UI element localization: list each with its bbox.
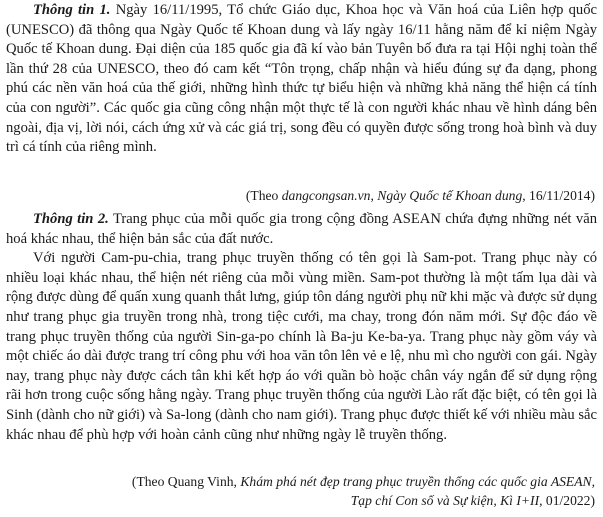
- info-1-section: [6, 1, 597, 158]
- info-2-source-line-2: [6, 491, 595, 510]
- info-1-source: [6, 186, 595, 205]
- info-2-source-title: Khám phá nét đẹp trang phục truyền thống các quốc gia ASEAN,: [240, 474, 595, 489]
- info-1-source-prefix: (Theo: [245, 188, 282, 203]
- info-2-source-author: (Theo Quang Vinh,: [131, 474, 241, 489]
- info-2-intro-paragraph: [6, 210, 597, 249]
- info-1-title: Thông tin 1.: [33, 2, 111, 18]
- info-2-body-paragraph: Với người Cam-pu-chia, trang phục truyền thống có tên gọi là Sam-pot. Trang phục này có nhiều loại khác nhau, thể hiện nét riêng của mỗi vùng miền. Sam-pot thường là một tấm lụa dài và rộng được dùng để quấn xung quanh thắt lưng, giúp tôn dáng người phụ nữ khi mặc và được sử dụng như trang phục gia truyền trong nhà, trong tiệc cưới, ma chay, trong đón năm mới. Sự độc đáo về trang phục truyền thống của người Sin-ga-po chính là Ba-ju Ke-ba-ya. Trang phục này gồm váy và một chiếc áo dài được trang trí công phu với hoa văn tôn lên vẻ e lệ, nhu mì cho người con gái. Ngày nay, trang phục này được cách tân khi kết hợp áo với quần bò hoặc chân váy ngắn để sử dụng rộng rãi hơn trong cuộc sống hằng ngày. Trang phục truyền thống của người Lào rất đặc biệt, có tên gọi là Sinh (dành cho nữ giới) và Sa-long (dành cho nam giới). Trang phục được thiết kế với nhiều màu sắc khác nhau để phù hợp với hoàn cảnh cũng như những ngày lễ truyền thống.: [6, 250, 597, 443]
- info-2-source-journal: Tạp chí Con số và Sự kiện, Kì I+II: [350, 493, 540, 508]
- info-2-section: [6, 210, 597, 445]
- info-1-paragraph: [6, 1, 597, 158]
- info-2-source-line-1: [6, 472, 595, 491]
- info-1-source-date: , 16/11/2014): [522, 188, 595, 203]
- info-2-source: [6, 472, 595, 510]
- info-1-body: Ngày 16/11/1995, Tổ chức Giáo dục, Khoa học và Văn hoá của Liên hợp quốc (UNESCO) đã thông qua Ngày Quốc tế Khoan dung và lấy ngày 16/11 hằng năm để kỉ niệm Ngày Quốc tế Khoan dung. Đại diện của 185 quốc gia đã kí vào bản Tuyên bố đưa ra tại Hội nghị toàn thể lần thứ 28 của UNESCO, theo đó cam kết “Tôn trọng, chấp nhận và hiểu đúng sự đa dạng, phong phú các nền văn hoá của thế giới, những hình thức tự biểu hiện và những khả năng thể hiện cá tính của con người”. Các quốc gia cũng công nhận một thực tế là con người khác nhau về hình dáng bên ngoài, địa vị, lời nói, cách ứng xử và các giá trị, song đều có quyền được sống trong hoà bình và duy trì cá tính của riêng mình.: [6, 2, 597, 156]
- info-2-source-date: , 01/2022): [539, 493, 595, 508]
- info-1-source-title: dangcongsan.vn, Ngày Quốc tế Khoan dung: [281, 188, 523, 203]
- info-2-intro: Trang phục của mỗi quốc gia trong cộng đồng ASEAN chứa đựng những nét văn hoá khác nhau, thể hiện bản sắc của đất nước.: [6, 211, 597, 247]
- info-2-title: Thông tin 2.: [33, 211, 109, 227]
